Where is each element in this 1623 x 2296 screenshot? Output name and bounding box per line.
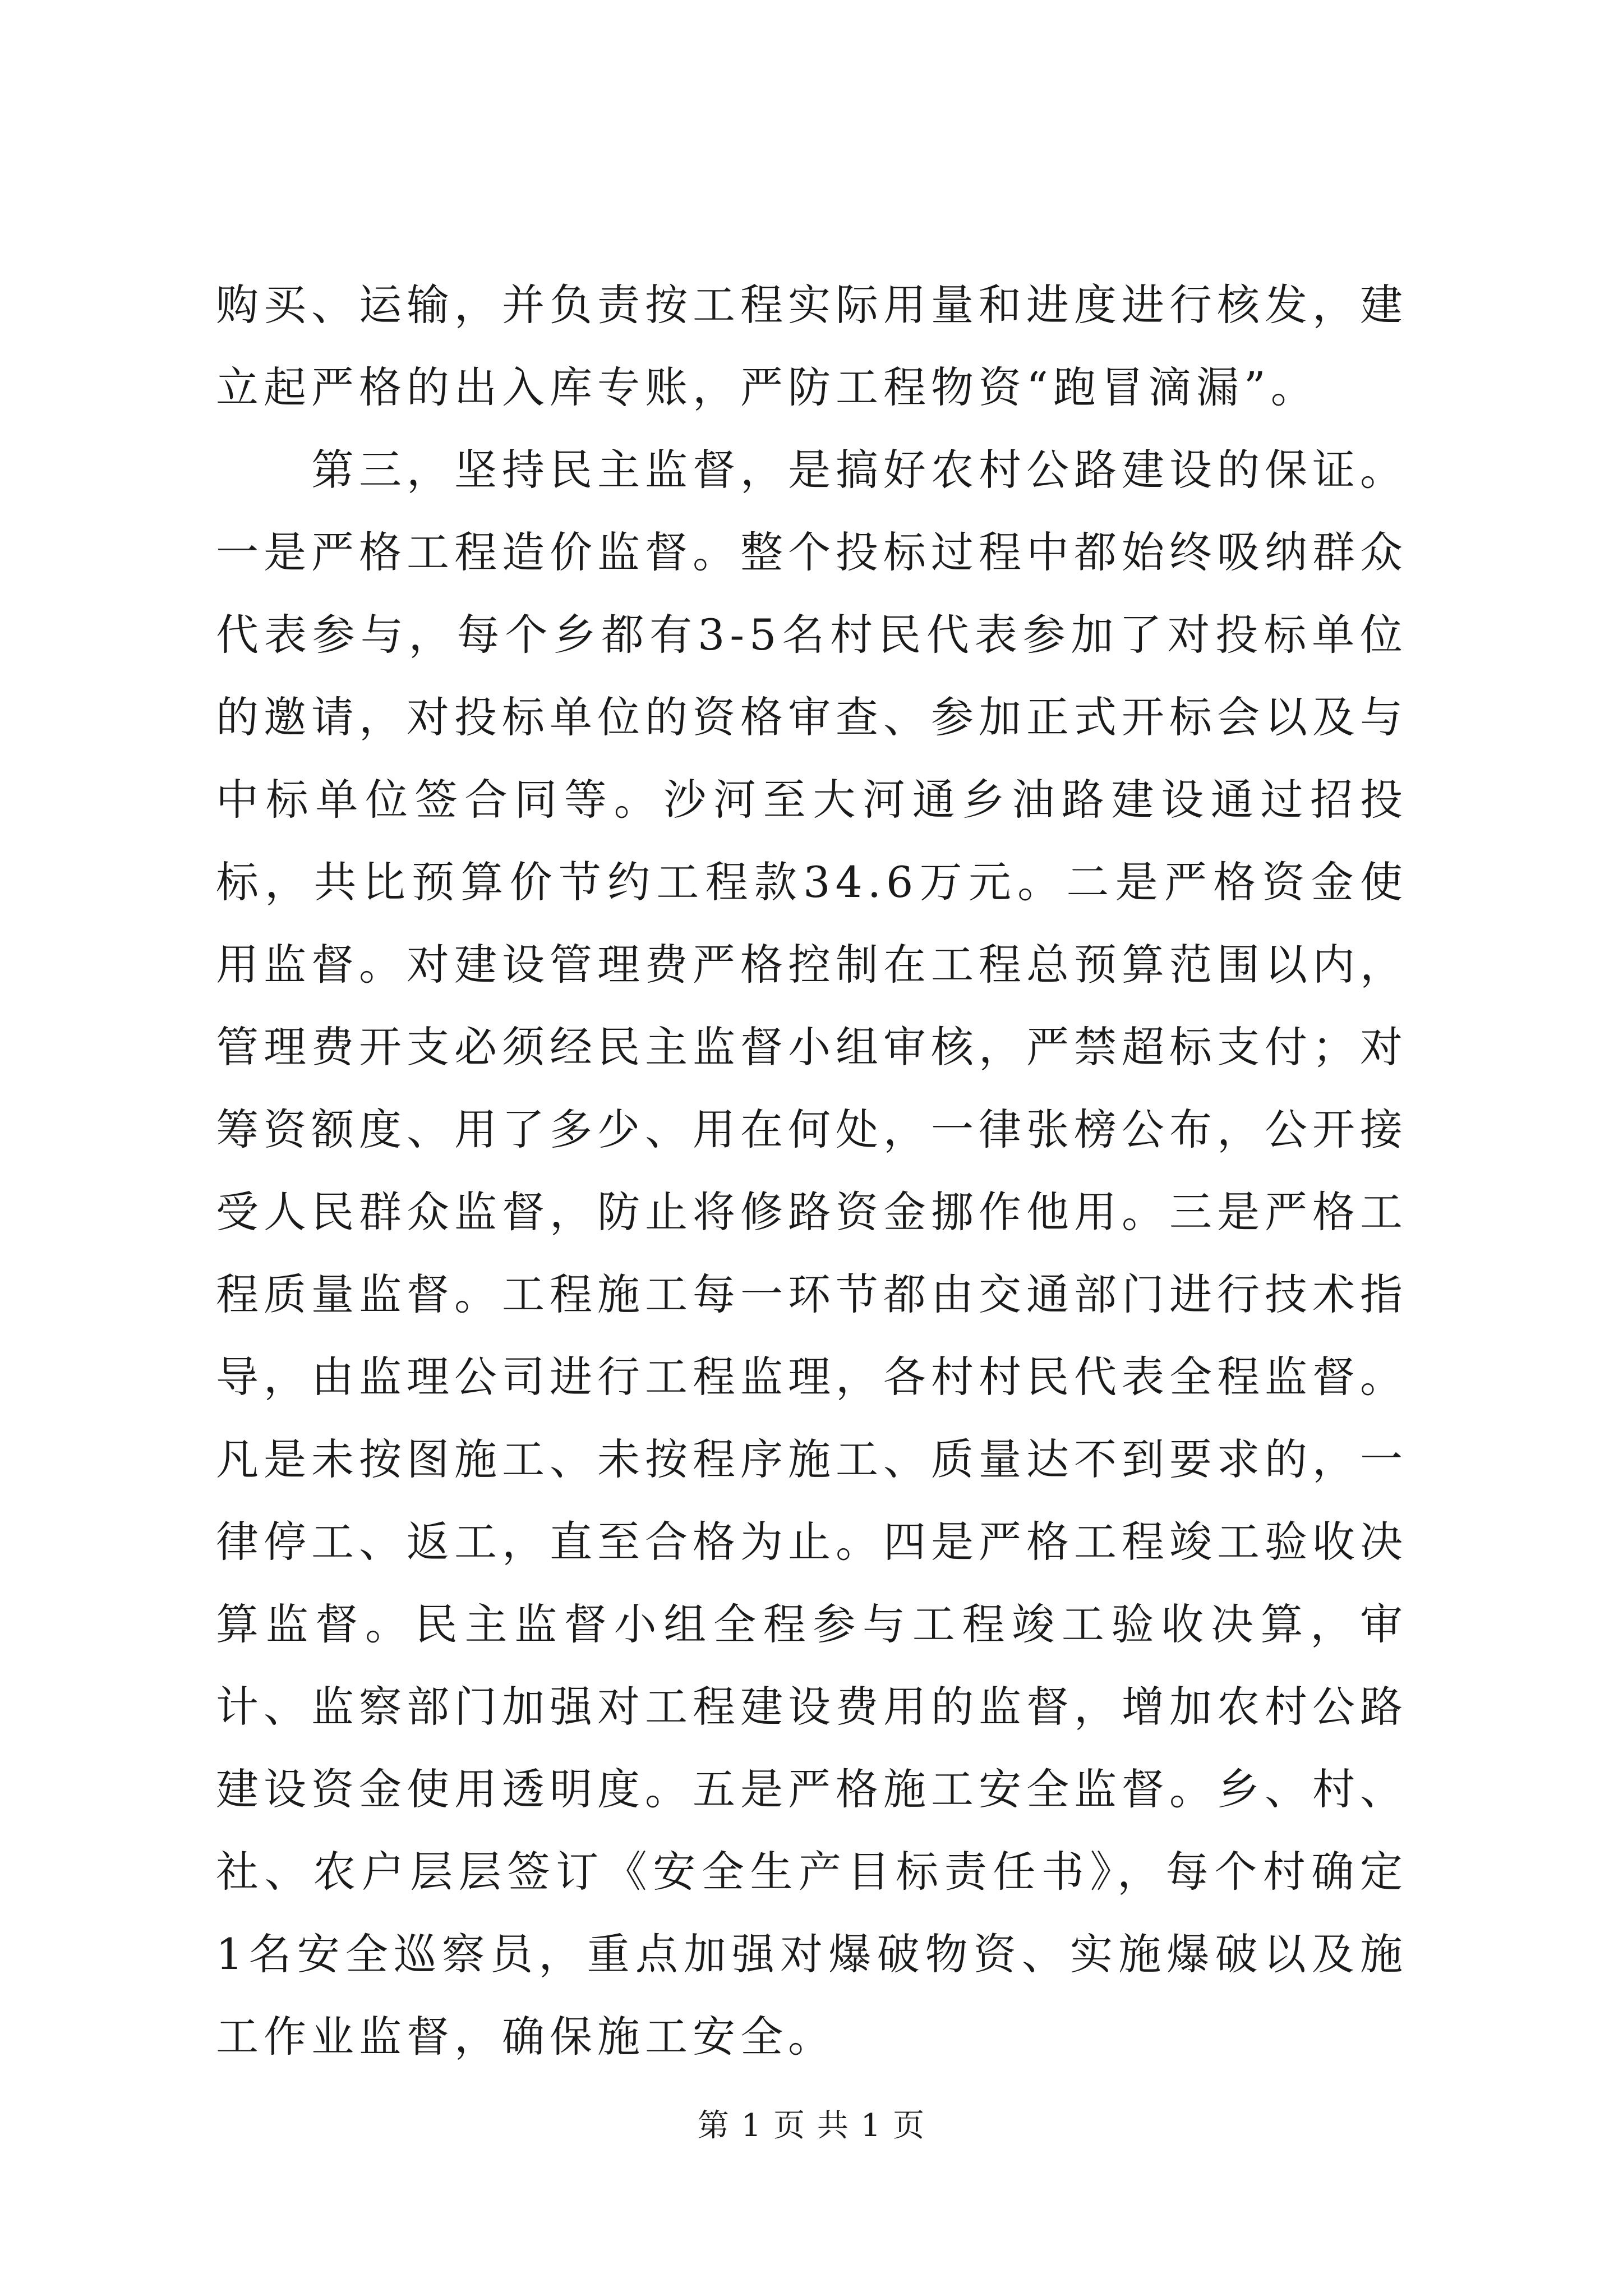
page-footer: 第 1 页 共 1 页 bbox=[697, 2108, 926, 2144]
paragraph-continuation: 购买、运输，并负责按工程实际用量和进度进行核发，建立起严格的出入库专账，严防工程物资“跑冒滴漏”。 bbox=[216, 280, 1408, 412]
paragraph-democratic-supervision: 第三，坚持民主监督，是搞好农村公路建设的保证。一是严格工程造价监督。整个投标过程中都始终吸纳群众代表参与，每个乡都有3-5名村民代表参加了对投标单位的邀请，对投标单位的资格审查、参加正式开标会以及与中标单位签合同等。沙河至大河通乡油路建设通过招投标，共比预算价节约工程款34.6万元。二是严格资金使用监督。对建设管理费严格控制在工程总预算范围以内，管理费开支必须经民主监督小组审核，严禁超标支付；对筹资额度、用了多少、用在何处，一律张榜公布，公开接受人民群众监督，防止将修路资金挪作他用。三是严格工程质量监督。工程施工每一环节都由交通部门进行技术指导，由监理公司进行工程监理，各村村民代表全程监督。凡是未按图施工、未按程序施工、质量达不到要求的，一律停工、返工，直至合格为止。四是严格工程竣工验收决算监督。民主监督小组全程参与工程竣工验收决算，审计、监察部门加强对工程建设费用的监督，增加农村公路建设资金使用透明度。五是严格施工安全监督。乡、村、社、农户层层签订《安全生产目标责任书》，每个村确定1名安全巡察员，重点加强对爆破物资、实施爆破以及施工作业监督，确保施工安全。 bbox=[216, 445, 1408, 2062]
document-body bbox=[216, 264, 1408, 2078]
